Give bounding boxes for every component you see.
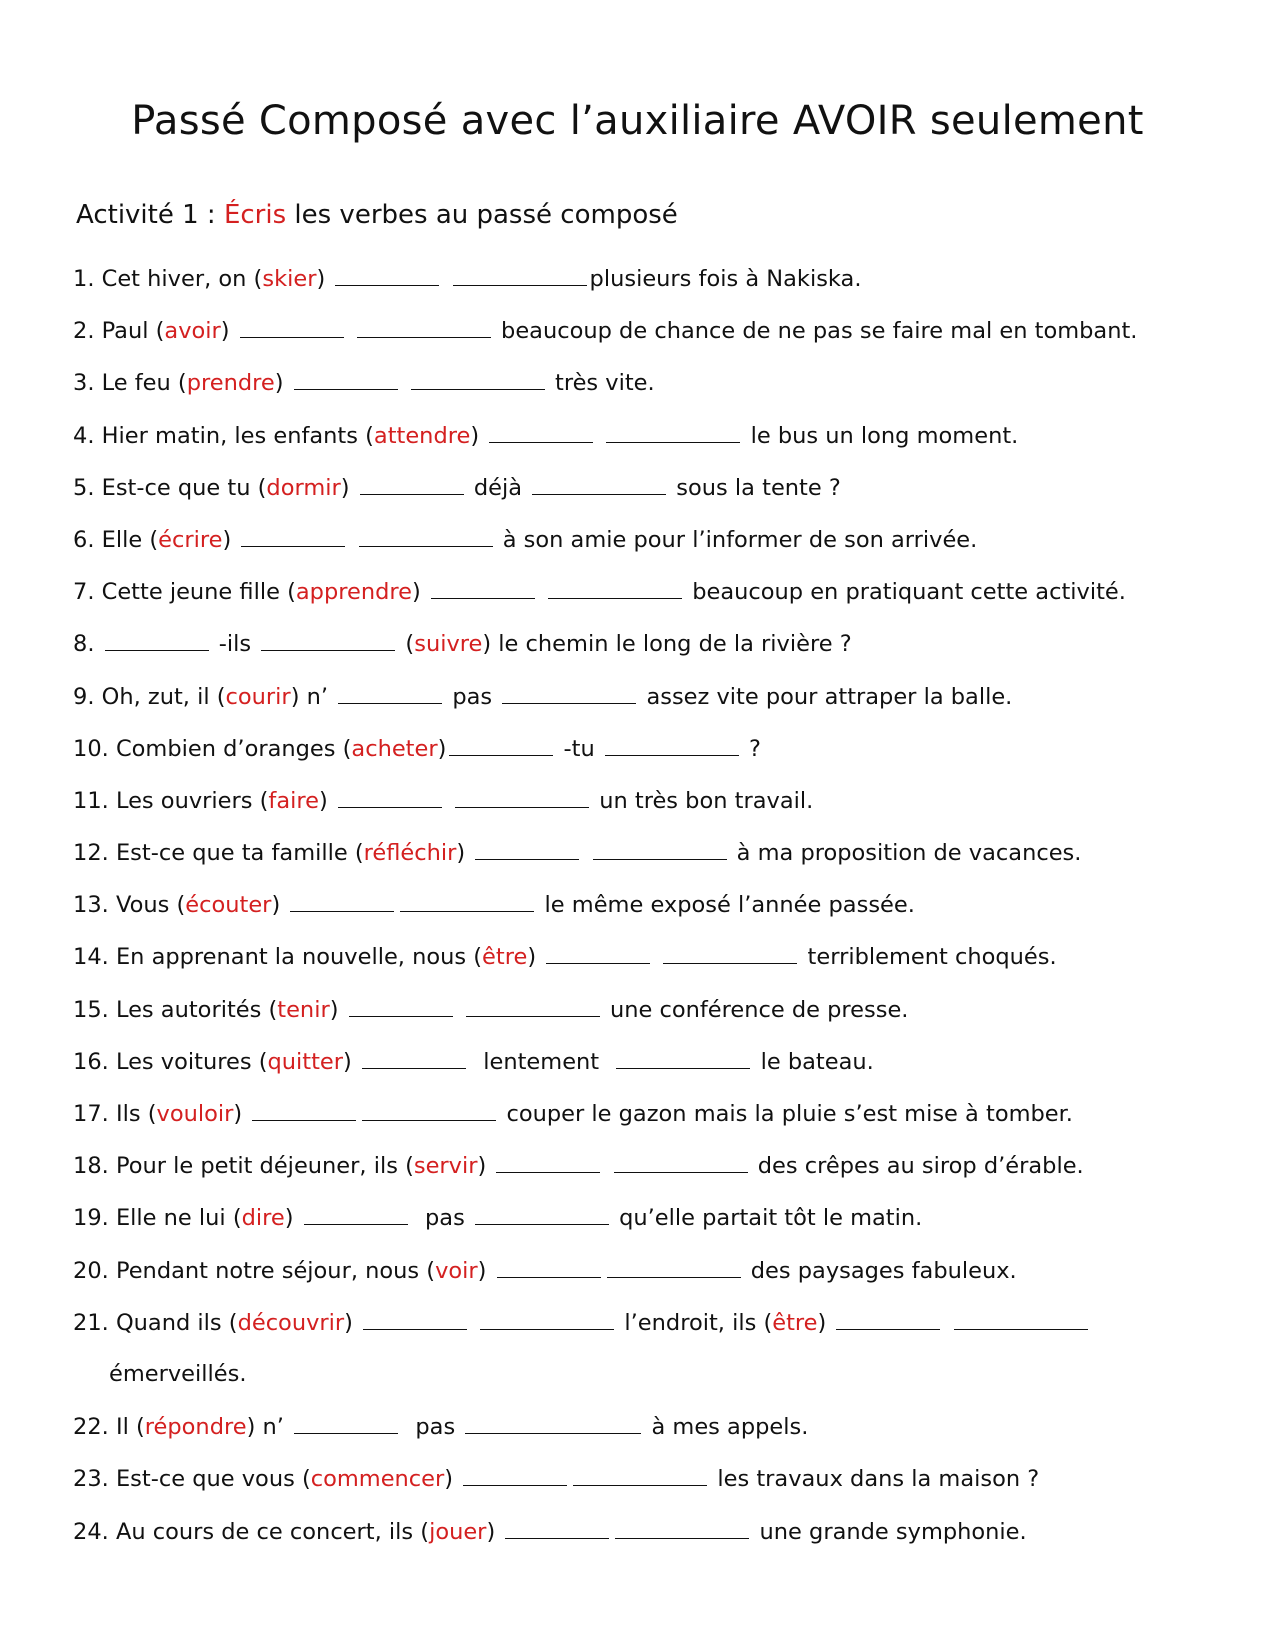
- sentence-text: qu’elle partait tôt le matin.: [611, 1205, 923, 1232]
- sentence-text: ): [456, 840, 473, 867]
- sentence-text: [456, 997, 463, 1023]
- infinitive-verb: faire: [268, 787, 319, 814]
- sentence-text: [401, 370, 408, 396]
- sentence-text: beaucoup en pratiquant cette activité.: [685, 579, 1126, 606]
- sentence-text: Ils (: [108, 1101, 157, 1127]
- activity-instruction: [76, 200, 678, 230]
- sentence-text: pas: [401, 1414, 463, 1441]
- answer-blank[interactable]: [294, 1411, 398, 1434]
- item-number: 8.: [73, 631, 95, 658]
- answer-blank[interactable]: [593, 837, 727, 860]
- answer-blank[interactable]: [362, 1098, 496, 1121]
- infinitive-verb: servir: [413, 1153, 478, 1180]
- exercise-item: [73, 1411, 1253, 1463]
- answer-blank[interactable]: [349, 994, 453, 1017]
- sentence-text: ): [316, 266, 333, 292]
- sentence-text: Pendant notre séjour, nous (: [108, 1257, 436, 1284]
- sentence-text: Cet hiver, on (: [94, 266, 263, 292]
- sentence-text: ): [486, 1518, 503, 1545]
- item-number: 4.: [73, 422, 95, 449]
- answer-blank[interactable]: [105, 628, 209, 651]
- infinitive-verb: suivre: [414, 631, 483, 658]
- answer-blank[interactable]: [359, 524, 493, 547]
- sentence-text: Il (: [108, 1414, 145, 1441]
- answer-blank[interactable]: [453, 263, 587, 286]
- item-number: 5.: [73, 474, 95, 501]
- infinitive-verb: avoir: [164, 318, 221, 345]
- sentence-text: ?: [741, 735, 762, 762]
- sentence-text: (: [398, 631, 415, 658]
- sentence-text: ): [329, 996, 346, 1023]
- exercise-item: [73, 315, 1253, 367]
- exercise-item: [73, 1255, 1253, 1307]
- sentence-text: une conférence de presse.: [602, 996, 909, 1023]
- exercise-item: [73, 1463, 1253, 1515]
- infinitive-verb: jouer: [429, 1518, 487, 1545]
- answer-blank[interactable]: [431, 576, 535, 599]
- answer-blank[interactable]: [304, 1202, 408, 1225]
- sentence-text: ): [222, 526, 239, 553]
- infinitive-verb: courir: [225, 683, 291, 710]
- exercise-item: [73, 681, 1253, 733]
- answer-blank[interactable]: [335, 263, 439, 286]
- sentence-text: ): [284, 1205, 301, 1232]
- sentence-text: ): [477, 1153, 494, 1180]
- exercise-item: [73, 1307, 1253, 1359]
- infinitive-verb: écrire: [158, 526, 223, 553]
- sentence-text: Les voitures (: [108, 1048, 268, 1075]
- activity-prefix: Activité 1 :: [76, 200, 224, 230]
- answer-blank[interactable]: [465, 1411, 641, 1434]
- answer-blank[interactable]: [290, 889, 394, 912]
- sentence-text: le même exposé l’année passée.: [537, 892, 915, 919]
- exercise-item: [73, 941, 1253, 993]
- answer-blank[interactable]: [400, 889, 534, 912]
- activity-rest: les verbes au passé composé: [286, 200, 678, 230]
- item-number: 12.: [73, 840, 109, 867]
- item-number: 1.: [73, 266, 95, 292]
- sentence-text: -ils: [211, 631, 259, 658]
- sentence-text: une grande symphonie.: [752, 1518, 1027, 1545]
- item-number: 16.: [73, 1048, 109, 1075]
- sentence-text: Paul (: [94, 318, 165, 345]
- sentence-text: l’endroit, ils (: [617, 1309, 773, 1336]
- answer-blank[interactable]: [252, 1098, 356, 1121]
- sentence-text: ): [411, 579, 428, 606]
- answer-blank[interactable]: [362, 1046, 466, 1069]
- sentence-text: ): [527, 944, 544, 971]
- sentence-text: ): [318, 787, 335, 814]
- sentence-text: ): [477, 1257, 494, 1284]
- infinitive-verb: tenir: [277, 996, 330, 1023]
- item-number: 19.: [73, 1205, 109, 1232]
- sentence-text: -tu: [556, 735, 602, 762]
- exercise-list: [73, 263, 1253, 1568]
- sentence-text: Le feu (: [94, 370, 187, 397]
- exercise-item: [73, 1046, 1253, 1098]
- item-number: 2.: [73, 318, 95, 345]
- exercise-item: [73, 524, 1253, 576]
- sentence-text: [653, 944, 660, 970]
- sentence-text: ): [343, 1048, 359, 1075]
- sentence-text: Oh, zut, il (: [94, 683, 226, 710]
- infinitive-verb: écouter: [185, 892, 272, 919]
- sentence-text: à ma proposition de vacances.: [729, 840, 1082, 867]
- sentence-text: Est-ce que ta famille (: [108, 840, 364, 867]
- sentence-text: Hier matin, les enfants (: [94, 422, 374, 449]
- sentence-text: ) le chemin le long de la rivière ?: [482, 631, 852, 658]
- sentence-text: ): [817, 1309, 834, 1336]
- item-number: 9.: [73, 683, 95, 710]
- answer-blank[interactable]: [502, 681, 636, 704]
- answer-blank[interactable]: [466, 994, 600, 1017]
- sentence-text: Elle ne lui (: [108, 1205, 242, 1232]
- item-number: 22.: [73, 1414, 109, 1441]
- exercise-item: [73, 1202, 1253, 1254]
- answer-blank[interactable]: [496, 1150, 600, 1173]
- exercise-item: [73, 785, 1253, 837]
- item-number: 18.: [73, 1153, 109, 1180]
- infinitive-verb: attendre: [373, 422, 471, 449]
- item-number: 3.: [73, 370, 95, 397]
- sentence-text: ): [444, 1466, 461, 1493]
- infinitive-verb: apprendre: [295, 579, 412, 606]
- exercise-item: [73, 1150, 1253, 1202]
- exercise-item: [73, 837, 1253, 889]
- sentence-text: Elle (: [94, 526, 159, 553]
- sentence-text: le bateau.: [753, 1048, 874, 1075]
- answer-blank[interactable]: [338, 681, 442, 704]
- answer-blank[interactable]: [463, 1463, 567, 1486]
- exercise-item: [73, 576, 1253, 628]
- answer-blank[interactable]: [548, 576, 682, 599]
- item-number: 20.: [73, 1257, 109, 1284]
- sentence-text: [347, 318, 354, 344]
- sentence-text: assez vite pour attraper la balle.: [639, 683, 1013, 710]
- exercise-item: [73, 420, 1253, 472]
- sentence-text: couper le gazon mais la pluie s’est mise à tomber.: [499, 1101, 1073, 1127]
- sentence-text: [442, 266, 449, 292]
- sentence-text: les travaux dans la maison ?: [710, 1466, 1040, 1493]
- answer-blank[interactable]: [411, 367, 545, 390]
- infinitive-verb: commencer: [310, 1466, 445, 1493]
- sentence-text: ): [271, 892, 288, 919]
- answer-blank[interactable]: [663, 941, 797, 964]
- exercise-item: [73, 367, 1253, 419]
- infinitive-verb: réfléchir: [363, 840, 457, 867]
- item-number: 24.: [73, 1518, 109, 1545]
- answer-blank[interactable]: [573, 1463, 707, 1486]
- item-number: 6.: [73, 526, 95, 553]
- sentence-text: ): [470, 422, 487, 449]
- exercise-item: [73, 472, 1253, 524]
- infinitive-verb: être: [482, 944, 528, 971]
- answer-blank[interactable]: [480, 1307, 614, 1330]
- answer-blank[interactable]: [615, 1516, 749, 1539]
- answer-blank[interactable]: [475, 837, 579, 860]
- infinitive-verb: voir: [435, 1257, 478, 1284]
- infinitive-verb: découvrir: [237, 1309, 345, 1336]
- sentence-text: ): [220, 318, 237, 345]
- answer-blank[interactable]: [836, 1307, 940, 1330]
- sentence-text: [596, 423, 603, 449]
- sentence-text: Les ouvriers (: [108, 787, 269, 814]
- answer-blank[interactable]: [546, 941, 650, 964]
- sentence-text: ): [340, 474, 357, 501]
- item-number: 21.: [73, 1309, 109, 1336]
- answer-blank[interactable]: [532, 472, 666, 495]
- item-number: 13.: [73, 892, 109, 919]
- infinitive-verb: être: [772, 1309, 818, 1336]
- sentence-text: Quand ils (: [108, 1309, 238, 1336]
- item-number: 7.: [73, 579, 95, 606]
- sentence-text: ): [437, 735, 447, 762]
- exercise-item: [73, 1098, 1253, 1150]
- sentence-text: très vite.: [547, 370, 655, 397]
- answer-blank[interactable]: [616, 1046, 750, 1069]
- sentence-text: beaucoup de chance de ne pas se faire mal en tombant.: [493, 318, 1138, 345]
- infinitive-verb: skier: [262, 266, 317, 292]
- answer-blank[interactable]: [241, 524, 345, 547]
- item-number: 15.: [73, 996, 109, 1023]
- sentence-text: Les autorités (: [108, 996, 278, 1023]
- sentence-text: à son amie pour l’informer de son arrivée.: [495, 526, 978, 553]
- sentence-text: terriblement choqués.: [800, 944, 1057, 971]
- infinitive-verb: répondre: [144, 1414, 247, 1441]
- sentence-text: [445, 788, 452, 814]
- sentence-text: Est-ce que tu (: [94, 474, 267, 501]
- sentence-text: émerveillés.: [109, 1360, 247, 1387]
- sentence-text: des paysages fabuleux.: [743, 1257, 1017, 1284]
- sentence-text: lentement: [468, 1048, 614, 1075]
- answer-blank[interactable]: [606, 420, 740, 443]
- answer-blank[interactable]: [497, 1255, 601, 1278]
- item-number: 23.: [73, 1466, 109, 1493]
- exercise-item: [73, 263, 1253, 315]
- sentence-text: [582, 840, 589, 866]
- answer-blank[interactable]: [294, 367, 398, 390]
- answer-blank[interactable]: [475, 1202, 609, 1225]
- sentence-text: pas: [410, 1205, 472, 1232]
- sentence-text: Est-ce que vous (: [108, 1466, 311, 1493]
- sentence-text: Cette jeune fille (: [94, 579, 296, 606]
- sentence-text: [603, 1153, 610, 1179]
- sentence-text: à mes appels.: [644, 1414, 809, 1441]
- answer-blank[interactable]: [261, 628, 395, 651]
- sentence-text: ): [233, 1101, 250, 1127]
- infinitive-verb: quitter: [267, 1048, 344, 1075]
- sentence-text: En apprenant la nouvelle, nous (: [108, 944, 483, 971]
- activity-verb: Écris: [223, 200, 287, 230]
- page-title: Passé Composé avec l’auxiliaire AVOIR seulement: [131, 98, 1144, 144]
- sentence-text: ): [344, 1309, 361, 1336]
- answer-blank[interactable]: [449, 733, 553, 756]
- sentence-text: ): [274, 370, 291, 397]
- item-number: 17.: [73, 1101, 109, 1127]
- sentence-text: [538, 579, 545, 605]
- infinitive-verb: prendre: [186, 370, 275, 397]
- exercise-item: [73, 733, 1253, 785]
- exercise-item: [73, 994, 1253, 1046]
- sentence-text: le bus un long moment.: [743, 422, 1019, 449]
- sentence-text: Au cours de ce concert, ils (: [108, 1518, 430, 1545]
- infinitive-verb: dormir: [266, 474, 341, 501]
- answer-blank[interactable]: [954, 1307, 1088, 1330]
- sentence-text: ) n’: [290, 683, 336, 710]
- sentence-text: Combien d’oranges (: [108, 735, 352, 762]
- sentence-text: [348, 527, 355, 553]
- infinitive-verb: dire: [241, 1205, 285, 1232]
- sentence-text: pas: [445, 683, 500, 710]
- sentence-text: Pour le petit déjeuner, ils (: [108, 1153, 414, 1180]
- item-number: 10.: [73, 735, 109, 762]
- answer-blank[interactable]: [455, 785, 589, 808]
- item-number: 14.: [73, 944, 109, 971]
- item-number: 11.: [73, 787, 109, 814]
- infinitive-verb: acheter: [351, 735, 438, 762]
- answer-blank[interactable]: [240, 315, 344, 338]
- sentence-text: déjà: [466, 474, 530, 501]
- exercise-item: [73, 1516, 1253, 1568]
- sentence-text: sous la tente ?: [669, 474, 841, 501]
- sentence-text: plusieurs fois à Nakiska.: [589, 266, 862, 292]
- exercise-continuation: [73, 1359, 1253, 1411]
- sentence-text: [470, 1310, 477, 1336]
- sentence-text: un très bon travail.: [592, 787, 814, 814]
- answer-blank[interactable]: [360, 472, 464, 495]
- sentence-text: [94, 631, 101, 657]
- answer-blank[interactable]: [607, 1255, 741, 1278]
- answer-blank[interactable]: [363, 1307, 467, 1330]
- answer-blank[interactable]: [357, 315, 491, 338]
- infinitive-verb: vouloir: [156, 1101, 234, 1127]
- answer-blank[interactable]: [489, 420, 593, 443]
- exercise-item: [73, 628, 1253, 680]
- sentence-text: des crêpes au sirop d’érable.: [750, 1153, 1084, 1180]
- answer-blank[interactable]: [338, 785, 442, 808]
- answer-blank[interactable]: [505, 1516, 609, 1539]
- answer-blank[interactable]: [605, 733, 739, 756]
- answer-blank[interactable]: [614, 1150, 748, 1173]
- exercise-item: [73, 889, 1253, 941]
- sentence-text: ) n’: [246, 1414, 292, 1441]
- sentence-text: [943, 1310, 950, 1336]
- sentence-text: Vous (: [108, 892, 186, 919]
